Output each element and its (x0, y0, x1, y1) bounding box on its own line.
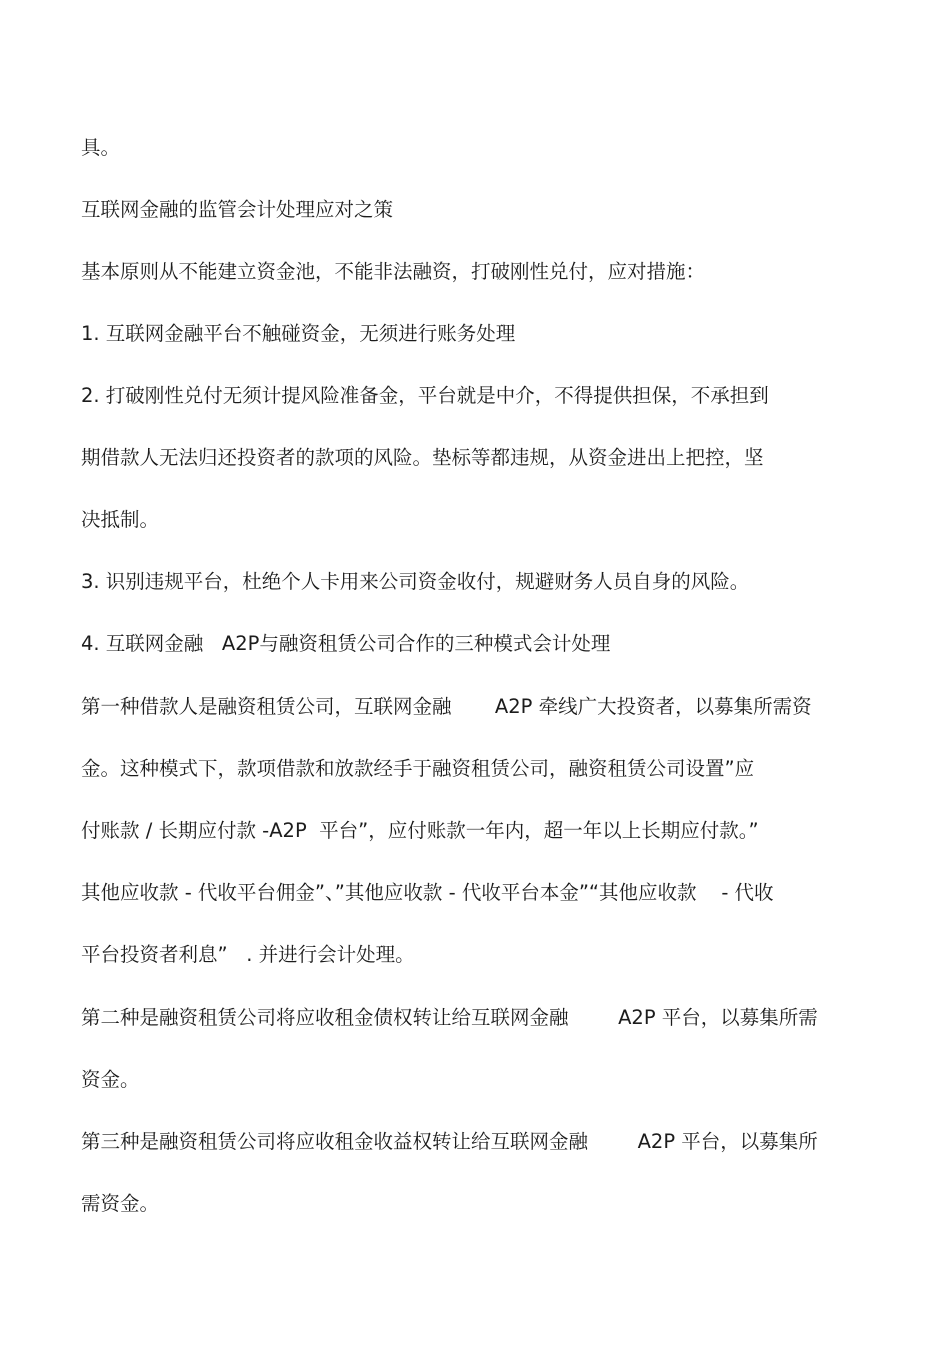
text-line: 需资金。 (81, 1192, 160, 1215)
list-item: 4. 互联网金融 A2P与融资租赁公司合作的三种模式会计处理 (81, 632, 611, 655)
section-heading: 互联网金融的监管会计处理应对之策 (81, 198, 394, 221)
list-item: 1. 互联网金融平台不触碰资金，无须进行账务处理 (81, 322, 516, 345)
text-line: 第二种是融资租赁公司将应收租金债权转让给互联网金融 A2P 平台，以募集所需 (81, 1006, 818, 1029)
text-line: 第一种借款人是融资租赁公司，互联网金融 A2P 牵线广大投资者，以募集所需资 (81, 695, 812, 718)
list-item: 2. 打破刚性兑付无须计提风险准备金，平台就是中介，不得提供担保，不承担到 (81, 384, 769, 407)
text-line: 金。这种模式下，款项借款和放款经手于融资租赁公司，融资租赁公司设置”应 (81, 757, 755, 780)
text-line: 其他应收款 - 代收平台佣金”、”其他应收款 - 代收平台本金”“其他应收款 - 代收 (81, 881, 774, 904)
text-line: 付账款 / 长期应付款 -A2P 平台”，应付账款一年内，超一年以上长期应付款。” (81, 819, 759, 842)
text-line: 决抵制。 (81, 508, 160, 531)
text-line: 期借款人无法归还投资者的款项的风险。垫标等都违规，从资金进出上把控，坚 (81, 446, 764, 469)
text-line: 第三种是融资租赁公司将应收租金收益权转让给互联网金融 A2P 平台，以募集所 (81, 1130, 818, 1153)
text-line: 平台投资者利息” . 并进行会计处理。 (81, 943, 415, 966)
text-line: 资金。 (81, 1068, 140, 1091)
list-item: 3. 识别违规平台，杜绝个人卡用来公司资金收付，规避财务人员自身的风险。 (81, 570, 750, 593)
text-line: 具。 (81, 136, 121, 159)
text-line: 基本原则从不能建立资金池，不能非法融资，打破刚性兑付，应对措施： (81, 260, 706, 283)
